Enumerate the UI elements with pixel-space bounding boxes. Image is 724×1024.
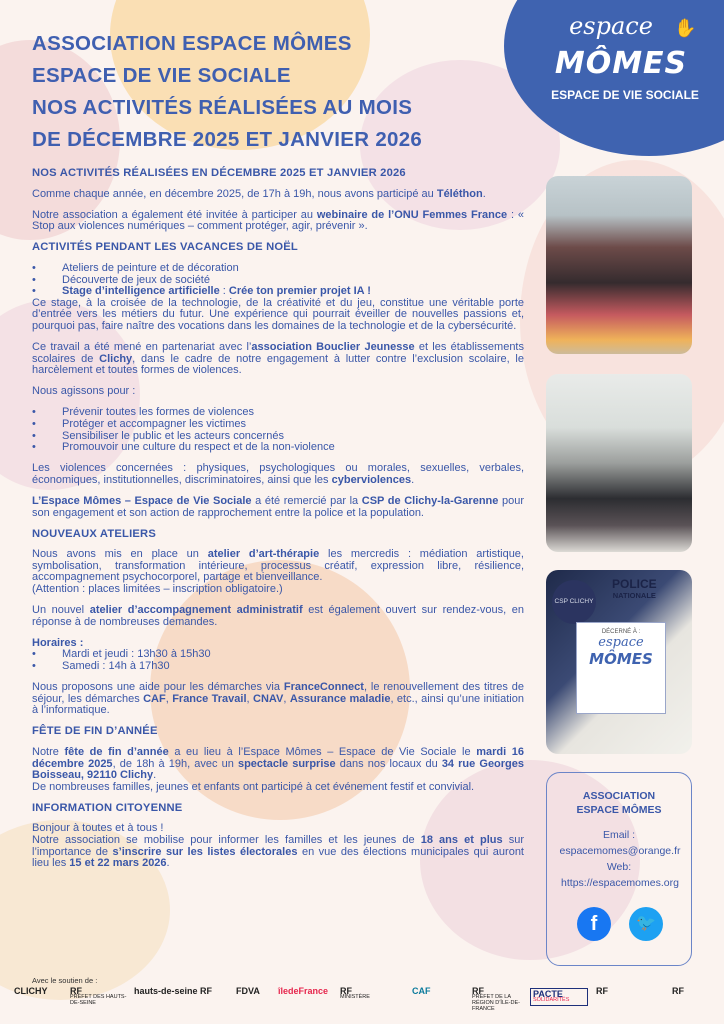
photo-telethon-group [546, 176, 692, 354]
sponsor-logo: PACTE SOLIDARITÉS [530, 988, 588, 1006]
sponsor-logo: hauts-de-seine [134, 986, 198, 996]
paragraph: L’Espace Mômes – Espace de Vie Sociale a été remercié par la CSP de Clichy-la-Garenne pour son engagement et son action de rapprochement entre la police et la population. [32, 494, 525, 519]
sponsor-logo: RF [200, 986, 212, 996]
email-link[interactable]: espacemomes@orange.fr [559, 845, 681, 857]
photo-police-certificate [546, 570, 692, 754]
section-heading: INFORMATION CITOYENNE [32, 801, 183, 814]
list-item: • Stage d’intelligence artificielle : Crée ton premier projet IA ! [32, 286, 524, 298]
activity-list [32, 263, 524, 298]
twitter-icon[interactable]: 🐦 [629, 907, 663, 941]
section-heading: NOS ACTIVITÉS RÉALISÉES EN DÉCEMBRE 2025 ET JANVIER 2026 [32, 167, 406, 179]
section-heading: ACTIVITÉS PENDANT LES VACANCES DE NOËL [32, 241, 298, 254]
title-line: NOS ACTIVITÉS RÉALISÉES AU MOIS [32, 96, 413, 119]
list-item: • Sensibiliser le public et les acteurs concernés [32, 431, 524, 443]
main-content [32, 168, 524, 879]
list-item: • Ateliers de peinture et de décoration [32, 263, 524, 275]
police-title: POLICE NATIONALE [612, 577, 657, 600]
list-item: • Prévenir toutes les formes de violences [32, 407, 524, 419]
paragraph: Ce stage, à la croisée de la technologie, de la créativité et du jeu, constitue une véritable porte d’entrée vers les métiers du futur. Une expérience qui pourrait éveiller de nouvelles passions et, pourquoi pas, faire naître des vocations dans les domaines de la technologie et de la cybersécurité. [32, 296, 524, 332]
paragraph: Nous proposons une aide pour les démarches via FranceConnect, le renouvellement des titres de séjour, les démarches CAF, France Travail, CNAV, Assurance maladie, etc., ainsi qu’une initiation à l’informatique. [32, 681, 525, 717]
paragraph: Comme chaque année, en décembre 2025, de 17h à 19h, nous avons participé au Téléthon. [32, 187, 486, 200]
sponsor-logo: RF [596, 986, 608, 996]
hand-icon: ✋ [674, 18, 697, 39]
list-item: • Mardi et jeudi : 13h30 à 15h30 [32, 649, 524, 661]
web-label: Web: [606, 861, 632, 873]
sponsor-logo: RF [672, 986, 684, 996]
email-label: Email : [602, 829, 636, 841]
title-line: DE DÉCEMBRE 2025 ET JANVIER 2026 [32, 128, 423, 151]
certificate: DÉCERNÉ À : espace MÔMES [576, 622, 666, 714]
sponsor-logo: RF PRÉFET DES HAUTS-DE-SEINE [70, 986, 127, 1006]
logo-momes-text: MÔMES [554, 46, 688, 81]
paragraph: Nous agissons pour : [32, 385, 136, 398]
action-list [32, 407, 524, 453]
page-title [32, 28, 512, 156]
contact-box [546, 772, 692, 966]
section-heading: NOUVEAUX ATELIERS [32, 527, 156, 540]
paragraph: Un nouvel atelier d’accompagnement administratif est également ouvert sur rendez-vous, en réponse à de nombreuses demandes. [32, 604, 524, 628]
photo-workshop-classroom [546, 374, 692, 552]
web-link[interactable]: https://espacemomes.org [561, 877, 679, 889]
list-item: • Samedi : 14h à 17h30 [32, 661, 524, 673]
sponsor-logo: CLICHY [14, 986, 48, 996]
sponsor-logo: RF MINISTÈRE [340, 986, 370, 1000]
sponsor-logo: îledeFrance [278, 986, 329, 996]
list-item: • Protéger et accompagner les victimes [32, 419, 524, 431]
logo-espace-text: espace [569, 12, 653, 40]
sponsor-logo: RF PRÉFET DE LA RÉGION D’ÎLE-DE-FRANCE [472, 986, 520, 1012]
hours-list [32, 649, 524, 672]
section-heading: FÊTE DE FIN D’ANNÉE [32, 725, 158, 738]
support-label: Avec le soutien de : [32, 976, 98, 985]
sponsor-logos [0, 984, 724, 1024]
hours-label: Horaires : [32, 636, 84, 649]
contact-name: ASSOCIATION ESPACE MÔMES [576, 790, 662, 816]
list-item: • Promouvoir une culture du respect et de la non-violence [32, 442, 524, 454]
list-item: • Découverte de jeux de société [32, 275, 524, 287]
paragraph: Bonjour à toutes et à tous ! Notre association se mobilise pour informer les familles et les jeunes de 18 ans et plus sur l’importance de s’inscrire sur les listes électorales en vue des élections municipales qui auront lieu les 15 et 22 mars 2026. [32, 822, 524, 870]
paragraph: Nous avons mis en place un atelier d’art-thérapie les mercredis : médiation artistique, symbolisation, transformation intérieure, processus créatif, expression libre, résilience, accompagnement psychocorporel, partage et bienveillance. (Attention : places limitées – inscription obligatoire.) [32, 548, 524, 596]
title-line: ASSOCIATION ESPACE MÔMES [32, 32, 352, 55]
police-badge: CSP CLICHY [552, 580, 596, 624]
logo-subtitle: ESPACE DE VIE SOCIALE [551, 88, 699, 102]
sponsor-logo: CAF [412, 986, 431, 996]
paragraph: Les violences concernées : physiques, psychologiques ou morales, sexuelles, verbales, économiques, institutionnelles, discriminatoires, ainsi que les cyberviolences. [32, 462, 524, 486]
facebook-icon[interactable]: f [577, 907, 611, 941]
paragraph: Ce travail a été mené en partenariat avec l’association Bouclier Jeunesse et les établissements scolaires de Clichy, dans le cadre de notre engagement à lutter contre l’exclusion scolaire, le harcèlement et toutes formes de violences. [32, 341, 524, 377]
paragraph: Notre association a également été invitée à participer au webinaire de l’ONU Femmes France : « Stop aux violences numériques – comment protéger, agir, prévenir ». [32, 208, 524, 233]
paragraph: Notre fête de fin d’année a eu lieu à l’Espace Mômes – Espace de Vie Sociale le mardi 16 décembre 2025, de 18h à 19h, avec un spectacle surprise dans nos locaux du 34 rue Georges Boisseau, 92110 Clichy. De nombreuses familles, jeunes et enfants ont participé à cet événement festif et convivial. [32, 745, 525, 793]
title-line: ESPACE DE VIE SOCIALE [32, 64, 291, 87]
sponsor-logo: FDVA [236, 986, 260, 996]
